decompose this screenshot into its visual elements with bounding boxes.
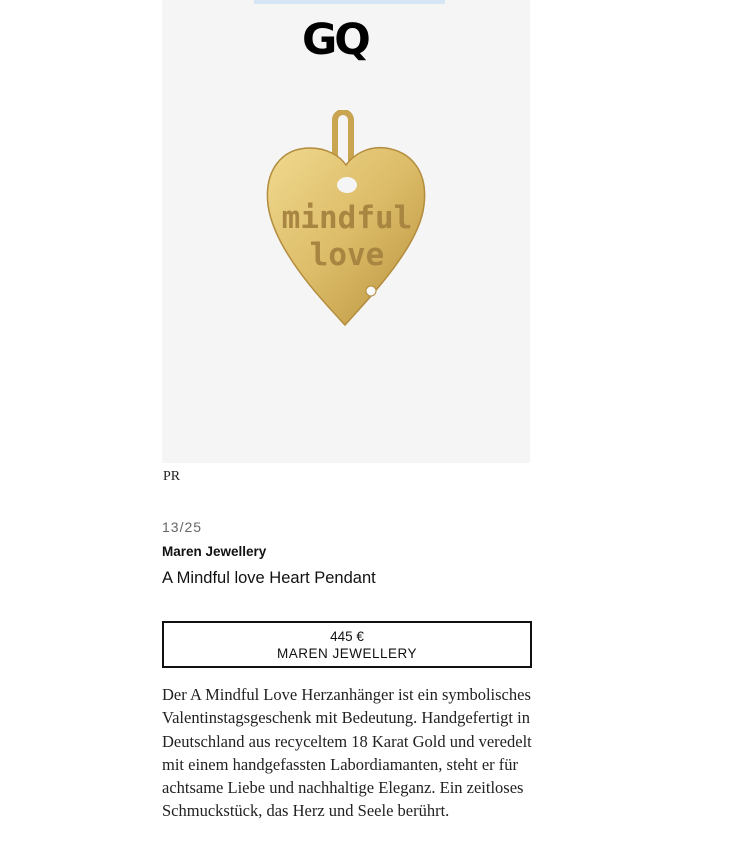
- product-title: A Mindful love Heart Pendant: [162, 569, 376, 587]
- image-credit: PR: [163, 469, 181, 484]
- heart-pendant-image: [262, 110, 432, 330]
- product-image: [162, 0, 530, 463]
- image-top-bar: [254, 0, 445, 4]
- product-description: Der A Mindful Love Herzanhänger ist ein symbolisches Valentinstagsgeschenk mit Bedeutung. Handgefertigt in Deutschland aus recyceltem 18 Karat Gold und veredelt mit einem handgefassten Labordiamanten, steht er für achtsame Liebe und nachhaltige Eleganz. Ein zeitloses Schmuckstück, das Herz und Seele berührt.: [162, 685, 532, 821]
- engraving-line1: mindful: [281, 200, 413, 236]
- slide-counter: 13/25: [162, 519, 203, 535]
- buy-button-price: 445 €: [330, 629, 364, 644]
- buy-button[interactable]: [162, 621, 532, 668]
- product-brand: Maren Jewellery: [162, 544, 267, 559]
- engraving-line2: love: [309, 237, 385, 273]
- gq-logo: GQ: [302, 15, 368, 65]
- buy-button-store: MAREN JEWELLERY: [276, 646, 418, 661]
